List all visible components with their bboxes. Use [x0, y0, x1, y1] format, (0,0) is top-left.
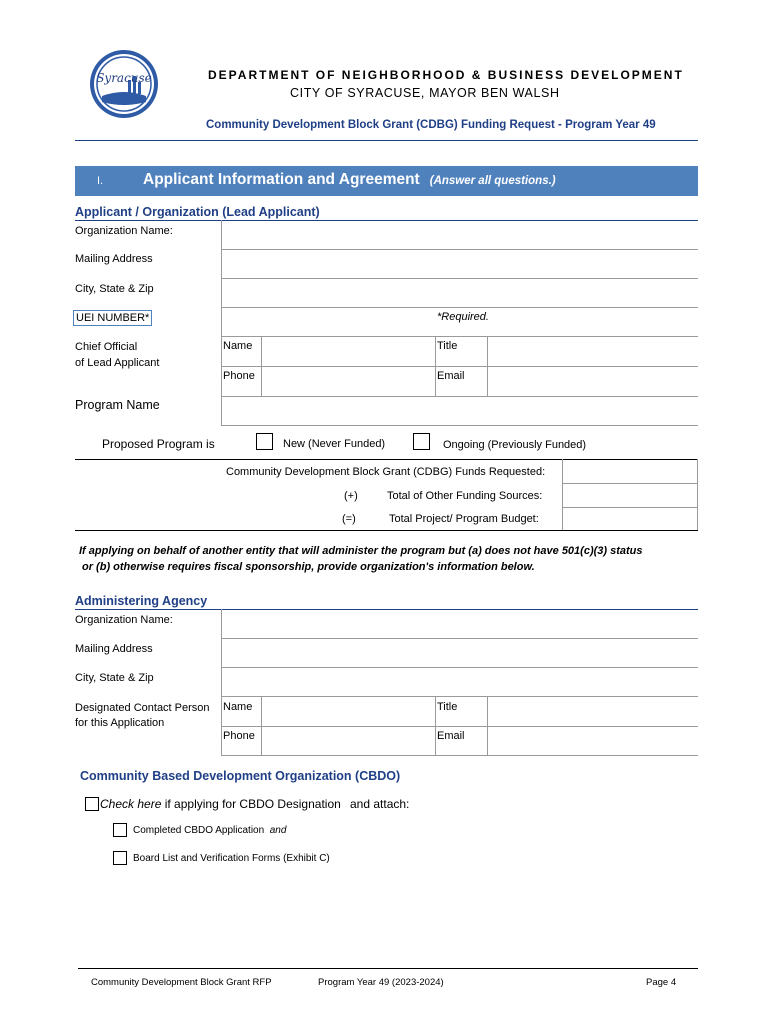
city-seal-logo [88, 48, 160, 120]
line [221, 755, 698, 756]
section-note: (Answer all questions.) [429, 175, 556, 187]
chief-official-label-2: of Lead Applicant [75, 357, 160, 369]
city-state-zip-label: City, State & Zip [75, 283, 154, 295]
cbdo-application-and: and [269, 825, 287, 836]
label-column-divider-2 [221, 609, 222, 755]
check-here-rest: if applying for CBDO Designation [161, 797, 341, 811]
required-note: *Required. [437, 311, 489, 323]
department-title: DEPARTMENT OF NEIGHBORHOOD & BUSINESS DEVELOPMENT [208, 68, 684, 82]
sponsorship-note-1: If applying on behalf of another entity that will administer the program but (a) does not have 501(c)(3) status [79, 545, 643, 557]
ongoing-program-label: Ongoing (Previously Funded) [443, 439, 587, 451]
chief-official-label: Chief Official [75, 341, 138, 353]
contact-email-field[interactable] [488, 727, 697, 754]
section-title-text: Applicant Information and Agreement [143, 171, 420, 188]
contact-email-label: Email [437, 730, 465, 742]
equals-label: (=) [342, 513, 356, 525]
total-budget-label: Total Project/ Program Budget: [389, 513, 539, 525]
section-title [143, 171, 556, 189]
admin-mailing-label: Mailing Address [75, 643, 153, 655]
cbdo-check-label [100, 797, 341, 811]
line [562, 507, 698, 508]
logo-wordmark: Syracuse [96, 71, 152, 85]
program-name-label: Program Name [75, 398, 160, 412]
footer-middle: Program Year 49 (2023-2024) [318, 977, 444, 988]
cdbg-funds-label: Community Development Block Grant (CDBG) Funds Requested: [226, 466, 546, 478]
footer-left: Community Development Block Grant RFP [91, 977, 272, 988]
contact-person-label: Designated Contact Person [75, 702, 210, 714]
other-funding-label: Total of Other Funding Sources: [387, 490, 543, 502]
chief-phone-field[interactable] [262, 367, 434, 395]
chief-phone-label: Phone [223, 370, 255, 382]
ongoing-program-checkbox[interactable] [413, 433, 430, 450]
admin-mailing-field[interactable] [223, 639, 697, 666]
chief-name-field[interactable] [262, 337, 434, 365]
footer-rule [78, 968, 698, 969]
contact-title-field[interactable] [488, 697, 697, 725]
line [562, 483, 698, 484]
cdbg-funds-field[interactable] [564, 461, 696, 482]
line [75, 530, 698, 531]
board-list-label: Board List and Verification Forms (Exhibit C) [133, 853, 330, 864]
line [75, 459, 698, 460]
admin-org-name-label: Organization Name: [75, 614, 173, 626]
section-bar [75, 166, 698, 196]
attach-label: and attach: [350, 797, 410, 811]
new-program-label: New (Never Funded) [283, 438, 386, 450]
check-here-text: Check here [100, 797, 162, 811]
total-budget-field[interactable] [564, 509, 696, 529]
label-column-divider [221, 220, 222, 425]
chief-email-field[interactable] [488, 367, 697, 395]
contact-name-label: Name [223, 701, 253, 713]
header-rule [75, 140, 698, 141]
contact-phone-label: Phone [223, 730, 255, 742]
cbdo-designation-checkbox[interactable] [85, 797, 99, 811]
administering-heading: Administering Agency [75, 594, 208, 608]
board-list-checkbox[interactable] [113, 851, 127, 865]
admin-city-field[interactable] [223, 668, 697, 695]
cbdo-application-checkbox[interactable] [113, 823, 127, 837]
cbdo-heading: Community Based Development Organization (CBDO) [80, 769, 401, 783]
mailing-address-label: Mailing Address [75, 253, 153, 265]
mailing-address-field[interactable] [223, 250, 697, 277]
line [697, 459, 698, 530]
cbdo-application-label [133, 825, 286, 836]
cbdo-application-text: Completed CBDO Application [133, 825, 265, 836]
plus-label: (+) [344, 490, 358, 502]
uei-number-label: UEI NUMBER* [73, 310, 152, 326]
admin-city-label: City, State & Zip [75, 672, 154, 684]
chief-title-label: Title [437, 340, 458, 352]
chief-name-label: Name [223, 340, 253, 352]
city-mayor-line: CITY OF SYRACUSE, MAYOR BEN WALSH [290, 86, 560, 100]
line [435, 336, 436, 396]
other-funding-field[interactable] [564, 485, 696, 506]
line [562, 459, 563, 530]
chief-email-label: Email [437, 370, 465, 382]
line [435, 696, 436, 755]
line [221, 425, 698, 426]
proposed-program-label: Proposed Program is [102, 437, 215, 451]
city-state-zip-field[interactable] [223, 279, 697, 306]
org-name-label: Organization Name: [75, 225, 173, 237]
contact-title-label: Title [437, 701, 458, 713]
form-subtitle: Community Development Block Grant (CDBG) Funding Request - Program Year 49 [206, 119, 656, 131]
org-name-field[interactable] [223, 221, 697, 248]
contact-person-label-2: for this Application [75, 717, 165, 729]
new-program-checkbox[interactable] [256, 433, 273, 450]
chief-title-field[interactable] [488, 337, 697, 365]
sponsorship-note-2: or (b) otherwise requires fiscal sponsorship, provide organization's information below. [82, 561, 535, 573]
footer-page-number: Page 4 [646, 977, 677, 988]
program-name-field[interactable] [223, 397, 697, 424]
section-number: I. [97, 175, 104, 187]
contact-name-field[interactable] [262, 697, 434, 725]
admin-org-name-field[interactable] [223, 610, 697, 637]
contact-phone-field[interactable] [262, 727, 434, 754]
applicant-heading: Applicant / Organization (Lead Applicant) [75, 205, 320, 219]
